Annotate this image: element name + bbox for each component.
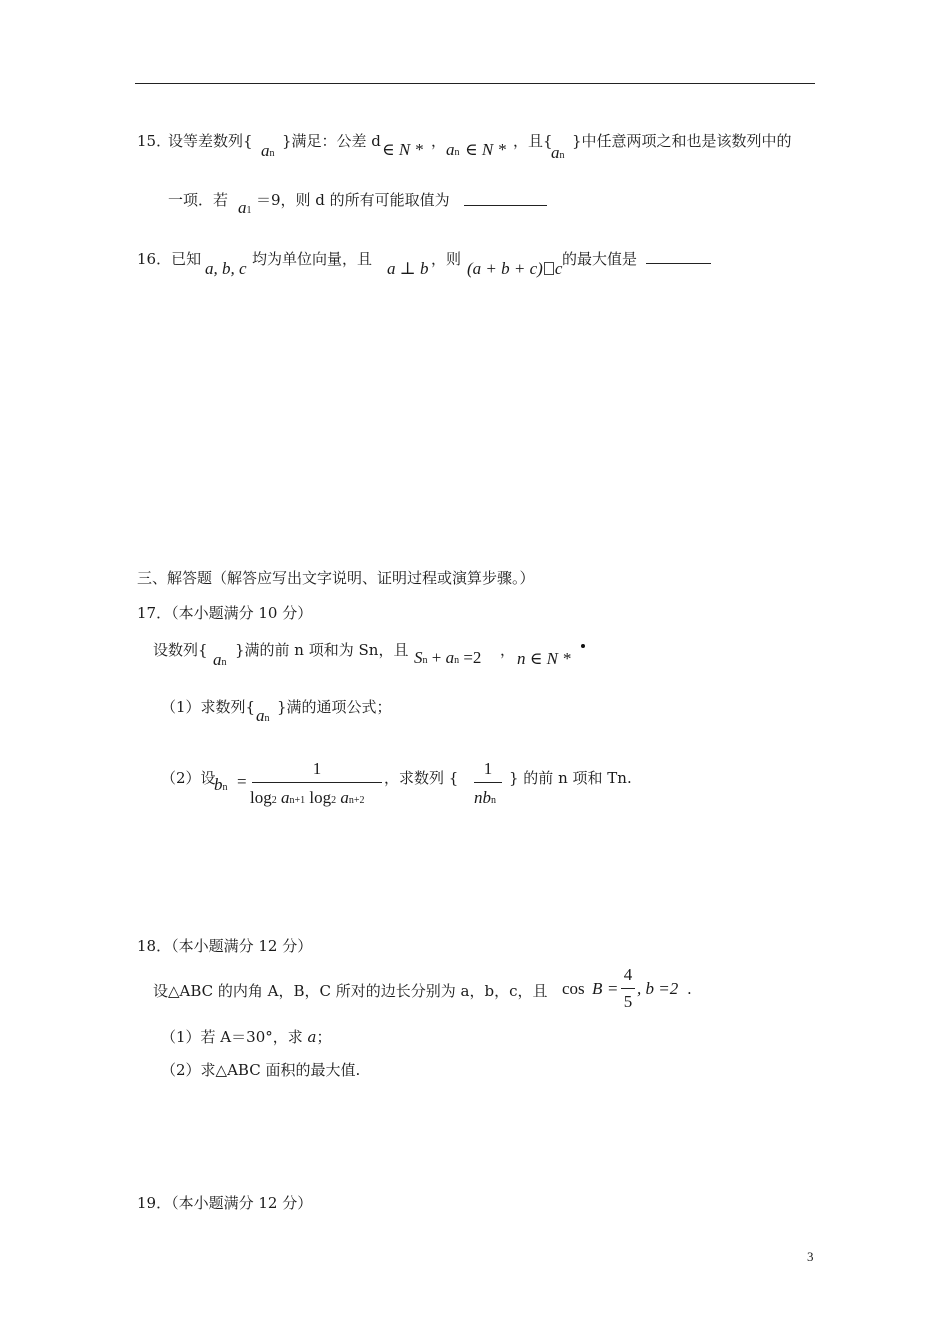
section-3-heading: 三、解答题（解答应写出文字说明、证明过程或演算步骤。） [137, 569, 535, 587]
q16-text-2: ，则 [431, 250, 462, 268]
q16-dot-product-box [544, 262, 554, 275]
q18-frac-line [621, 988, 635, 989]
q15-line2-text: 一项．若 [168, 191, 229, 209]
q18-frac-denominator: 5 [623, 992, 633, 1011]
q18-equals: = [608, 979, 618, 998]
q17-frac-denominator: log2 an+1 log2 an+2 [250, 788, 365, 807]
q18-frac-numerator: 4 [623, 965, 633, 984]
q17-stem-1: 设数列{ [153, 641, 208, 659]
q17-frac-numerator: 1 [312, 759, 322, 778]
q15-text-4: }中任意两项之和也是该数列中的 [572, 132, 792, 150]
q15-an-1: an [261, 141, 275, 160]
q15-line2-text-2: ＝9，则 d 的所有可能取值为 [256, 191, 450, 209]
q17-equals: = [237, 772, 247, 791]
q15-comma: ， [431, 132, 447, 150]
q17-part-2c: } 的前 n 项和 Tn. [509, 769, 632, 787]
q17-stem-2: }满的前 n 项和为 Sn，且 [235, 641, 409, 659]
q19-header: 19．（本小题满分 12 分） [137, 1194, 313, 1212]
q17-n-in-n: n ∈ N * [517, 649, 571, 668]
q15-text-2: }满足：公差 d [282, 132, 381, 150]
q17-an-2: an [256, 706, 270, 725]
q18-period: . [687, 980, 692, 998]
q15-text-1: 设等差数列{ [168, 132, 253, 150]
q15-d-in-n: ∈ N * [382, 140, 423, 159]
q15-number: 15． [137, 132, 172, 150]
q16-number: 16．已知 [137, 250, 202, 268]
q18-part-2: （2）求△ABC 面积的最大值. [161, 1061, 361, 1079]
q15-an-in-n: ∈ N * [465, 140, 506, 159]
q15-an-3: an [551, 143, 565, 162]
q17-frac2-numerator: 1 [483, 759, 493, 778]
q17-header: 17．（本小题满分 10 分） [137, 604, 313, 622]
q17-bn: bn [214, 775, 228, 794]
q18-header: 18．（本小题满分 12 分） [137, 937, 313, 955]
page-number: 3 [807, 1249, 814, 1264]
q18-part-1: （1）若 A＝30°，求 a； [161, 1028, 332, 1046]
q16-perp: a ⊥ b [387, 259, 429, 278]
q17-part-2a: （2）设 [161, 769, 216, 787]
q18-b-equals-2: , b =2 [637, 979, 679, 998]
q16-expression: (a + b + c) c [467, 259, 563, 278]
q17-comma: ， [500, 641, 516, 659]
q16-text-3: 的最大值是 [562, 250, 638, 268]
q17-part-1a: （1）求数列{ [161, 698, 256, 716]
q15-a1: a1 [238, 198, 252, 217]
q16-vectors: a, b, c [205, 259, 247, 278]
q16-answer-blank [646, 249, 711, 264]
q18-B: B [592, 979, 603, 998]
q17-frac-line [252, 782, 382, 783]
q17-part-1b: }满的通项公式； [277, 698, 392, 716]
q16-text-1: 均为单位向量，且 [252, 250, 373, 268]
q18-cos: cos [562, 979, 585, 998]
q18-stem: 设△ABC 的内角 A，B，C 所对的边长分别为 a，b，c，且 [153, 982, 548, 1000]
q17-frac2-denominator: nbn [474, 788, 496, 807]
q17-condition: Sn + an =2 [414, 648, 482, 667]
q17-part-2b: ，求数列 { [384, 769, 459, 787]
q15-an-2: an [446, 140, 460, 159]
q15-text-3: ，且{ [513, 132, 553, 150]
q17-bullet-dot [581, 644, 585, 648]
q17-an-1: an [213, 650, 227, 669]
q15-answer-blank [464, 191, 547, 206]
header-rule [135, 83, 815, 84]
q17-frac2-line [474, 782, 502, 783]
